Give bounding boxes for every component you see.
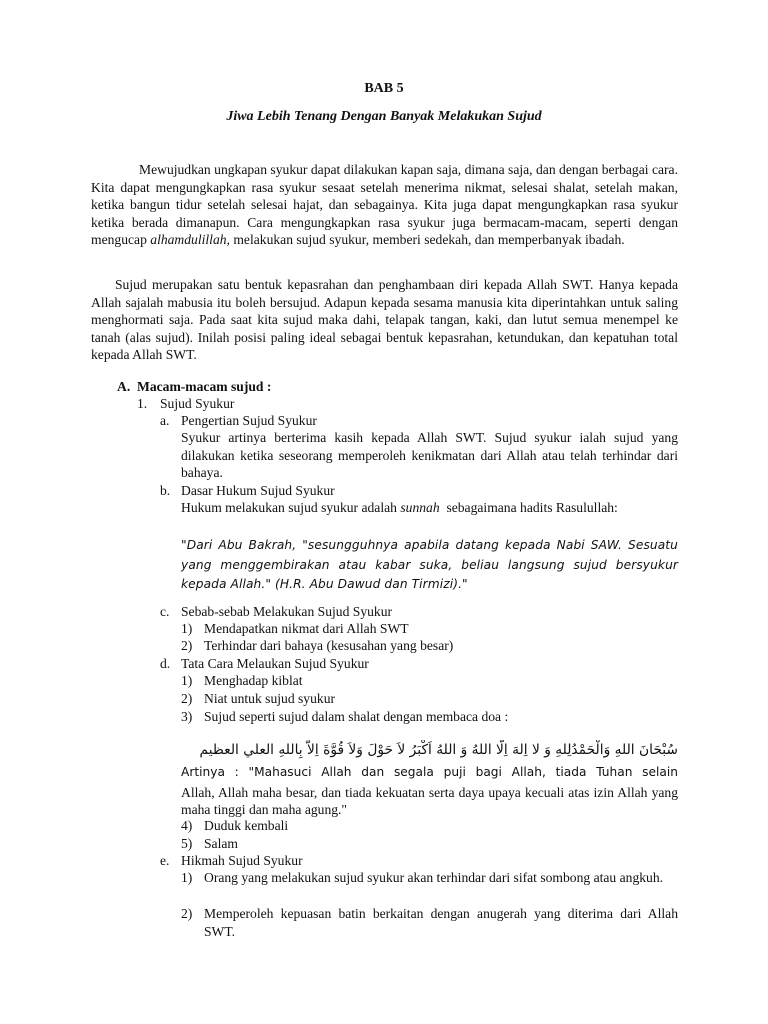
sub-d-title: Tata Cara Melaukan Sujud Syukur — [181, 656, 369, 671]
item-1-title: Sujud Syukur — [160, 396, 235, 411]
sub-e-item-1-text: Orang yang melakukan sujud syukur akan terhindar dari sifat sombong atau angkuh. — [204, 870, 664, 885]
sub-e-item-1-marker: 1) — [181, 870, 193, 885]
section-a-marker: A. — [117, 379, 131, 394]
sub-c-title: Sebab-sebab Melakukan Sujud Syukur — [181, 604, 393, 619]
sub-a-body: Syukur artinya berterima kasih kepada Allah SWT. Sujud syukur ialah sujud yang dilakukan ketika seseorang memperoleh kenikmatan dari Allah atau telah terhindar dari bahaya. — [181, 430, 678, 481]
arabic-prayer: سُبْحَانَ اللهِ وَالْحَمْدُلِلهِ وَ لا اِلهَ اِلَّا اللهُ وَ اللهُ اَكْبَرُ لاَ حَوْلَ وَلاَ قُوَّةَ اِلاَّ بِاللهِ العلي العظيم — [199, 742, 678, 758]
sub-a-marker: a. — [160, 413, 170, 428]
sub-a-title: Pengertian Sujud Syukur — [181, 413, 317, 428]
intro-p1-emphasis: alhamdulillah, — [150, 232, 230, 248]
sub-e-marker: e. — [160, 853, 170, 868]
intro-paragraph-2: Sujud merupakan satu bentuk kepasrahan dan penghambaan diri kepada Allah SWT. Hanya kepada Allah sajalah mabusia itu boleh bersujud. Adapun kepada sesama manusia kita diperintahkan untuk saling menghormati saja. Pada saat kita sujud maka dahi, telapak tangan, kaki, dan lutut semua menempel ke tanah (alas sujud). Inilah posisi paling ideal sebagai bentuk kepasrahan, ketundukan, dan kepatuhan total kepada Allah SWT. — [91, 277, 678, 363]
sub-d-item-5-marker: 5) — [181, 836, 193, 851]
sub-d-item-5-text: Salam — [204, 836, 238, 851]
sub-c-item-1-text: Mendapatkan nikmat dari Allah SWT — [204, 621, 409, 636]
sub-d-item-2-marker: 2) — [181, 691, 193, 706]
chapter-heading: BAB 5 — [364, 81, 404, 96]
sub-b-body — [181, 499, 618, 517]
sub-b-marker: b. — [160, 483, 171, 498]
chapter-title: Jiwa Lebih Tenang Dengan Banyak Melakukan Sujud — [226, 109, 542, 124]
sub-d-item-1-marker: 1) — [181, 673, 193, 688]
sub-d-item-4-marker: 4) — [181, 818, 193, 833]
sub-b-title: Dasar Hukum Sujud Syukur — [181, 483, 335, 498]
sub-d-item-4-text: Duduk kembali — [204, 818, 289, 833]
prayer-translation — [181, 764, 678, 819]
sub-d-item-3-marker: 3) — [181, 709, 193, 724]
intro-paragraph-1 — [91, 161, 678, 249]
sub-c-marker: c. — [160, 604, 170, 619]
sub-d-marker: d. — [160, 656, 171, 671]
sub-c-item-2-marker: 2) — [181, 638, 193, 653]
sub-b-body-emphasis: sunnah — [400, 500, 440, 515]
sub-d-item-1-text: Menghadap kiblat — [204, 673, 303, 688]
sub-e-item-2-text: Memperoleh kepuasan batin berkaitan dengan anugerah yang diterima dari Allah SWT. — [204, 906, 678, 939]
sub-e-title: Hikmah Sujud Syukur — [181, 853, 303, 868]
intro-p1-text-a: Mewujudkan ungkapan syukur dapat dilakukan kapan saja, dimana saja, dan dengan berbagai cara. Kita dapat mengungkapkan rasa syukur sesaat setelah menerima nikmat, selesai shalat, setelah makan, ketika bangun tidur setelah selesai hajat, dan sebagainya. Kita juga dapat mengungkapkan rasa syukur ketika berada dimanapun. Cara mengungkapkan rasa syukur juga bermacam-macam, seperti dengan mengucap — [91, 162, 678, 248]
sub-d-item-2-text: Niat untuk sujud syukur — [204, 691, 336, 706]
sub-b-body-a: Hukum melakukan sujud syukur adalah — [181, 500, 401, 515]
hadith-quote: "Dari Abu Bakrah, "sesungguhnya apabila datang kepada Nabi SAW. Sesuatu yang menggembirakan atau kabar suka, beliau langsung sujud bersyukur kepada Allah." (H.R. Abu Dawud dan Tirmizi)." — [181, 538, 678, 591]
sub-d-item-3-text: Sujud seperti sujud dalam shalat dengan membaca doa : — [204, 709, 509, 724]
translation-line-1: Artinya : "Mahasuci Allah dan segala puji bagi Allah, tiada Tuhan selain — [181, 765, 678, 779]
sub-b-body-b: sebagaimana hadits Rasulullah: — [439, 500, 618, 515]
intro-p1-text-b: melakukan sujud syukur, memberi sedekah, dan memperbanyak ibadah. — [229, 232, 625, 248]
translation-rest: Allah, Allah maha besar, dan tiada kekuatan serta daya upaya kecuali atas izin Allah yang maha tinggi dan maha agung." — [181, 784, 678, 818]
section-a-heading: Macam-macam sujud : — [137, 379, 272, 394]
item-1-marker: 1. — [137, 396, 148, 411]
sub-c-item-2-text: Terhindar dari bahaya (kesusahan yang besar) — [204, 638, 454, 653]
sub-e-item-2-marker: 2) — [181, 906, 193, 921]
sub-c-item-1-marker: 1) — [181, 621, 193, 636]
